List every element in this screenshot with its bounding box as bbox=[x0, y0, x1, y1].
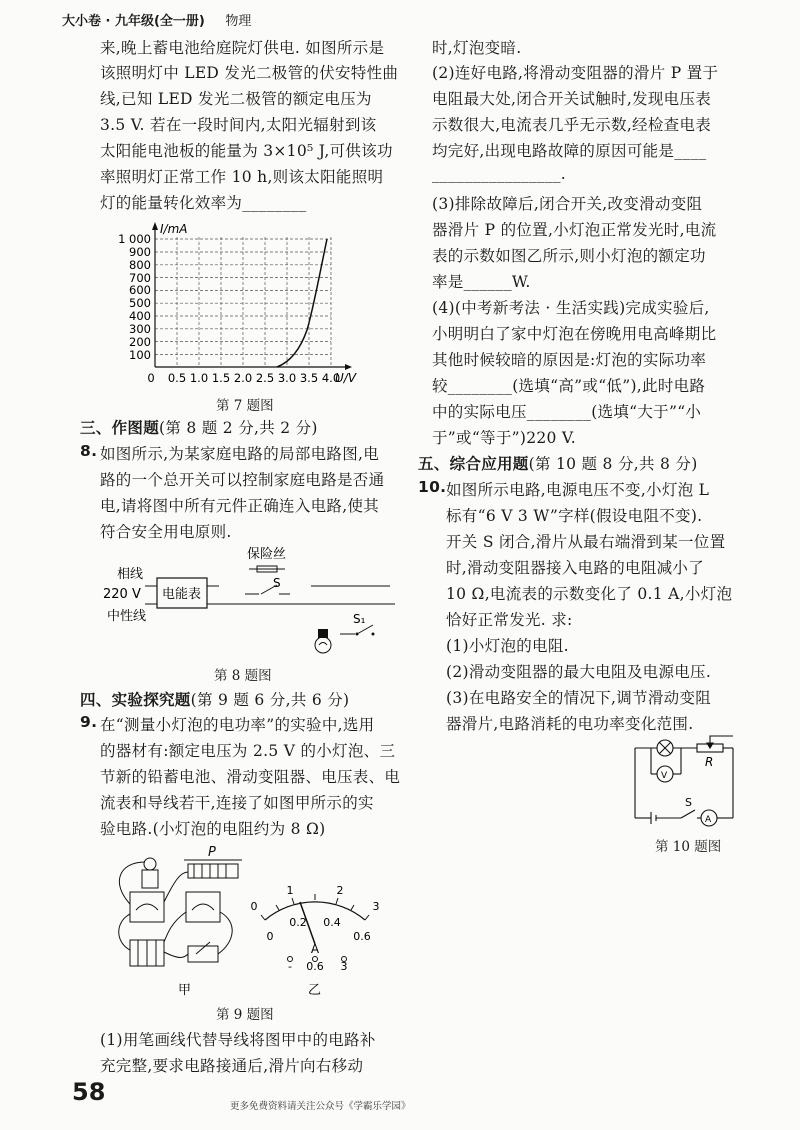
dial-bottom-tick: 0 bbox=[266, 930, 274, 943]
x-tick: 0.5 bbox=[167, 371, 187, 385]
subject-label: 物理 bbox=[225, 14, 252, 29]
figure-yi-label: 乙 bbox=[308, 983, 322, 998]
y-axis-label: I/mA bbox=[160, 222, 188, 236]
text-line: (2)连好电路,将滑动变阻器的滑片 P 置于 bbox=[432, 64, 719, 82]
switch-s-label: S bbox=[685, 796, 692, 809]
energy-meter-label: 电能表 bbox=[162, 587, 202, 602]
dial-bottom-tick: 0.2 bbox=[289, 916, 307, 929]
section-5-heading: 五、综合应用题(第 10 题 8 分,共 8 分) bbox=[418, 455, 698, 473]
text-line: (4)(中考新考法 · 生活实践)完成实验后, bbox=[432, 299, 710, 317]
text-line: 时,滑动变阻器接入电路的电阻减小了 bbox=[446, 559, 705, 577]
voltmeter-symbol bbox=[130, 892, 164, 922]
text-line: 线,已知 LED 发光二极管的额定电压为 bbox=[100, 90, 372, 108]
y-tick: 100 bbox=[129, 348, 151, 362]
text-line: 电阻最大处,闭合开关试触时,发现电压表 bbox=[432, 90, 712, 108]
book-title: 大小卷 · 九年级(全一册) bbox=[62, 14, 205, 29]
text-line: (1)用笔画线代替导线将图甲中的电路补 bbox=[100, 1031, 376, 1049]
y-tick: 600 bbox=[129, 283, 151, 297]
text-line: 验电路.(小灯泡的电阻约为 8 Ω) bbox=[100, 820, 326, 838]
figure-9-experiment bbox=[110, 842, 420, 1002]
x-tick: 1.5 bbox=[211, 371, 231, 385]
rheostat-r-label: R bbox=[705, 755, 714, 769]
text-line: 流表和导线若干,连接了如图甲所示的实 bbox=[100, 794, 374, 812]
slider-p-label: P bbox=[208, 845, 216, 860]
text-line: 灯的能量转化效率为________ bbox=[100, 194, 307, 212]
text-line: 的器材有:额定电压为 2.5 V 的小灯泡、三 bbox=[100, 742, 396, 760]
neutral-wire-label: 中性线 bbox=[107, 609, 147, 624]
x-tick: 3.0 bbox=[277, 371, 297, 385]
voltmeter-label: V bbox=[661, 771, 668, 781]
y-tick: 400 bbox=[129, 309, 151, 323]
x-axis-label: U/V bbox=[335, 371, 357, 385]
ammeter-dial-arc bbox=[265, 902, 365, 920]
ammeter-label: A bbox=[705, 815, 712, 825]
text-line: 均完好,出现电路故障的原因可能是____ bbox=[432, 142, 707, 160]
x-tick: 0 bbox=[147, 371, 155, 385]
text-line: (3)排除故障后,闭合开关,改变滑动变阻 bbox=[432, 195, 703, 213]
terminal-label: - bbox=[288, 960, 292, 973]
dial-top-tick: 2 bbox=[336, 884, 344, 897]
text-line: 率是______W. bbox=[432, 273, 531, 291]
text-line: 如图所示,为某家庭电路的局部电路图,电 bbox=[100, 445, 380, 463]
question-8-number: 8. bbox=[80, 442, 98, 460]
figure-8-household-circuit bbox=[85, 545, 405, 665]
text-line: 标有“6 V 3 W”字样(假设电阻不变). bbox=[446, 507, 703, 525]
x-tick: 4.0 bbox=[321, 371, 341, 385]
text-line: 于”或“等于”)220 V. bbox=[432, 429, 576, 447]
x-tick: 1.0 bbox=[189, 371, 209, 385]
text-line: (3)在电路安全的情况下,调节滑动变阻 bbox=[446, 689, 712, 707]
text-line: 充完整,要求电路接通后,滑片向右移动 bbox=[100, 1057, 364, 1075]
live-wire-label: 相线 bbox=[117, 567, 144, 582]
text-line: 如图所示电路,电源电压不变,小灯泡 L bbox=[446, 481, 710, 499]
text-line: 率照明灯正常工作 10 h,则该太阳能照明 bbox=[100, 168, 384, 186]
x-tick: 2.5 bbox=[255, 371, 275, 385]
rheostat-symbol bbox=[188, 864, 238, 878]
text-line: 时,灯泡变暗. bbox=[432, 39, 522, 57]
page-number: 58 bbox=[72, 1078, 106, 1106]
dial-bottom-tick: 0.6 bbox=[353, 930, 371, 943]
text-line: (1)小灯泡的电阻. bbox=[446, 637, 569, 655]
x-tick: 2.0 bbox=[233, 371, 253, 385]
bulb-icon bbox=[315, 629, 331, 653]
y-tick: 500 bbox=[129, 296, 151, 310]
fuse-label: 保险丝 bbox=[247, 547, 287, 562]
footer-note: 更多免费资料请关注公众号《学霸乐学园》 bbox=[230, 1101, 411, 1112]
text-line: 较________(选填“高”或“低”),此时电路 bbox=[432, 377, 706, 395]
dial-top-tick: 1 bbox=[286, 884, 294, 897]
text-line: 恰好正常发光. 求: bbox=[446, 611, 573, 629]
question-10-number: 10. bbox=[418, 478, 447, 496]
y-tick: 1 000 bbox=[118, 232, 151, 246]
text-line: 小明明白了家中灯泡在傍晚用电高峰期比 bbox=[432, 325, 717, 343]
text-line: 该照明灯中 LED 发光二极管的伏安特性曲 bbox=[100, 64, 399, 82]
text-line: 3.5 V. 若在一段时间内,太阳光辐射到该 bbox=[100, 116, 377, 134]
section-3-heading: 三、作图题(第 8 题 2 分,共 2 分) bbox=[80, 419, 318, 437]
figure-9-caption: 第 9 题图 bbox=[216, 1007, 274, 1023]
text-line: 10 Ω,电流表的示数变化了 0.1 A,小灯泡 bbox=[446, 585, 733, 603]
figure-7-caption: 第 7 题图 bbox=[216, 398, 274, 414]
text-line: 来,晚上蓄电池给庭院灯供电. 如图所示是 bbox=[100, 39, 385, 57]
figure-jia-label: 甲 bbox=[178, 983, 192, 998]
dial-top-tick: 0 bbox=[250, 900, 258, 913]
figure-8-caption: 第 8 题图 bbox=[214, 668, 272, 684]
dial-top-tick: 3 bbox=[372, 900, 380, 913]
bulb-holder-symbol bbox=[142, 870, 158, 888]
text-line: ________________. bbox=[432, 165, 567, 183]
figure-10-circuit bbox=[625, 728, 745, 838]
voltage-label: 220 V bbox=[103, 587, 141, 602]
terminal-label: 0.6 bbox=[306, 960, 324, 973]
text-line: 器滑片 P 的位置,小灯泡正常发光时,电流 bbox=[432, 221, 717, 239]
y-tick: 800 bbox=[129, 258, 151, 272]
y-tick: 200 bbox=[129, 335, 151, 349]
text-line: 表的示数如图乙所示,则小灯泡的额定功 bbox=[432, 247, 706, 265]
y-tick: 900 bbox=[129, 245, 151, 259]
text-line: 开关 S 闭合,滑片从最右端滑到某一位置 bbox=[446, 533, 726, 551]
y-tick: 700 bbox=[129, 271, 151, 285]
terminal-label: 3 bbox=[340, 960, 348, 973]
text-line: 中的实际电压________(选填“大于”“小 bbox=[432, 403, 702, 421]
switch-s-label: S bbox=[273, 576, 281, 590]
text-line: 太阳能电池板的能量为 3×10⁵ J,可供该功 bbox=[100, 142, 393, 160]
text-line: 节新的铅蓄电池、滑动变阻器、电压表、电 bbox=[100, 768, 401, 786]
x-tick: 3.5 bbox=[299, 371, 319, 385]
figure-7-iv-curve bbox=[105, 222, 405, 392]
ammeter-unit: A bbox=[310, 942, 320, 956]
page-header bbox=[62, 10, 251, 29]
question-9-number: 9. bbox=[80, 713, 98, 731]
text-line: 器滑片,电路消耗的电功率变化范围. bbox=[446, 715, 694, 733]
ammeter-symbol bbox=[186, 892, 220, 922]
text-line: 其他时候较暗的原因是:灯泡的实际功率 bbox=[432, 351, 707, 369]
switch-s1-label: S₁ bbox=[353, 612, 366, 626]
y-tick: 300 bbox=[129, 322, 151, 336]
text-line: 示数很大,电流表几乎无示数,经检查电表 bbox=[432, 116, 712, 134]
text-line: 在“测量小灯泡的电功率”的实验中,选用 bbox=[100, 716, 375, 734]
text-line: 路的一个总开关可以控制家庭电路是否通 bbox=[100, 471, 385, 489]
figure-10-caption: 第 10 题图 bbox=[655, 839, 722, 855]
section-4-heading: 四、实验探究题(第 9 题 6 分,共 6 分) bbox=[80, 691, 350, 709]
text-line: 电,请将图中所有元件正确连入电路,使其 bbox=[100, 497, 380, 515]
text-line: (2)滑动变阻器的最大电阻及电源电压. bbox=[446, 663, 712, 681]
text-line: 符合安全用电原则. bbox=[100, 523, 232, 541]
dial-bottom-tick: 0.4 bbox=[323, 916, 341, 929]
